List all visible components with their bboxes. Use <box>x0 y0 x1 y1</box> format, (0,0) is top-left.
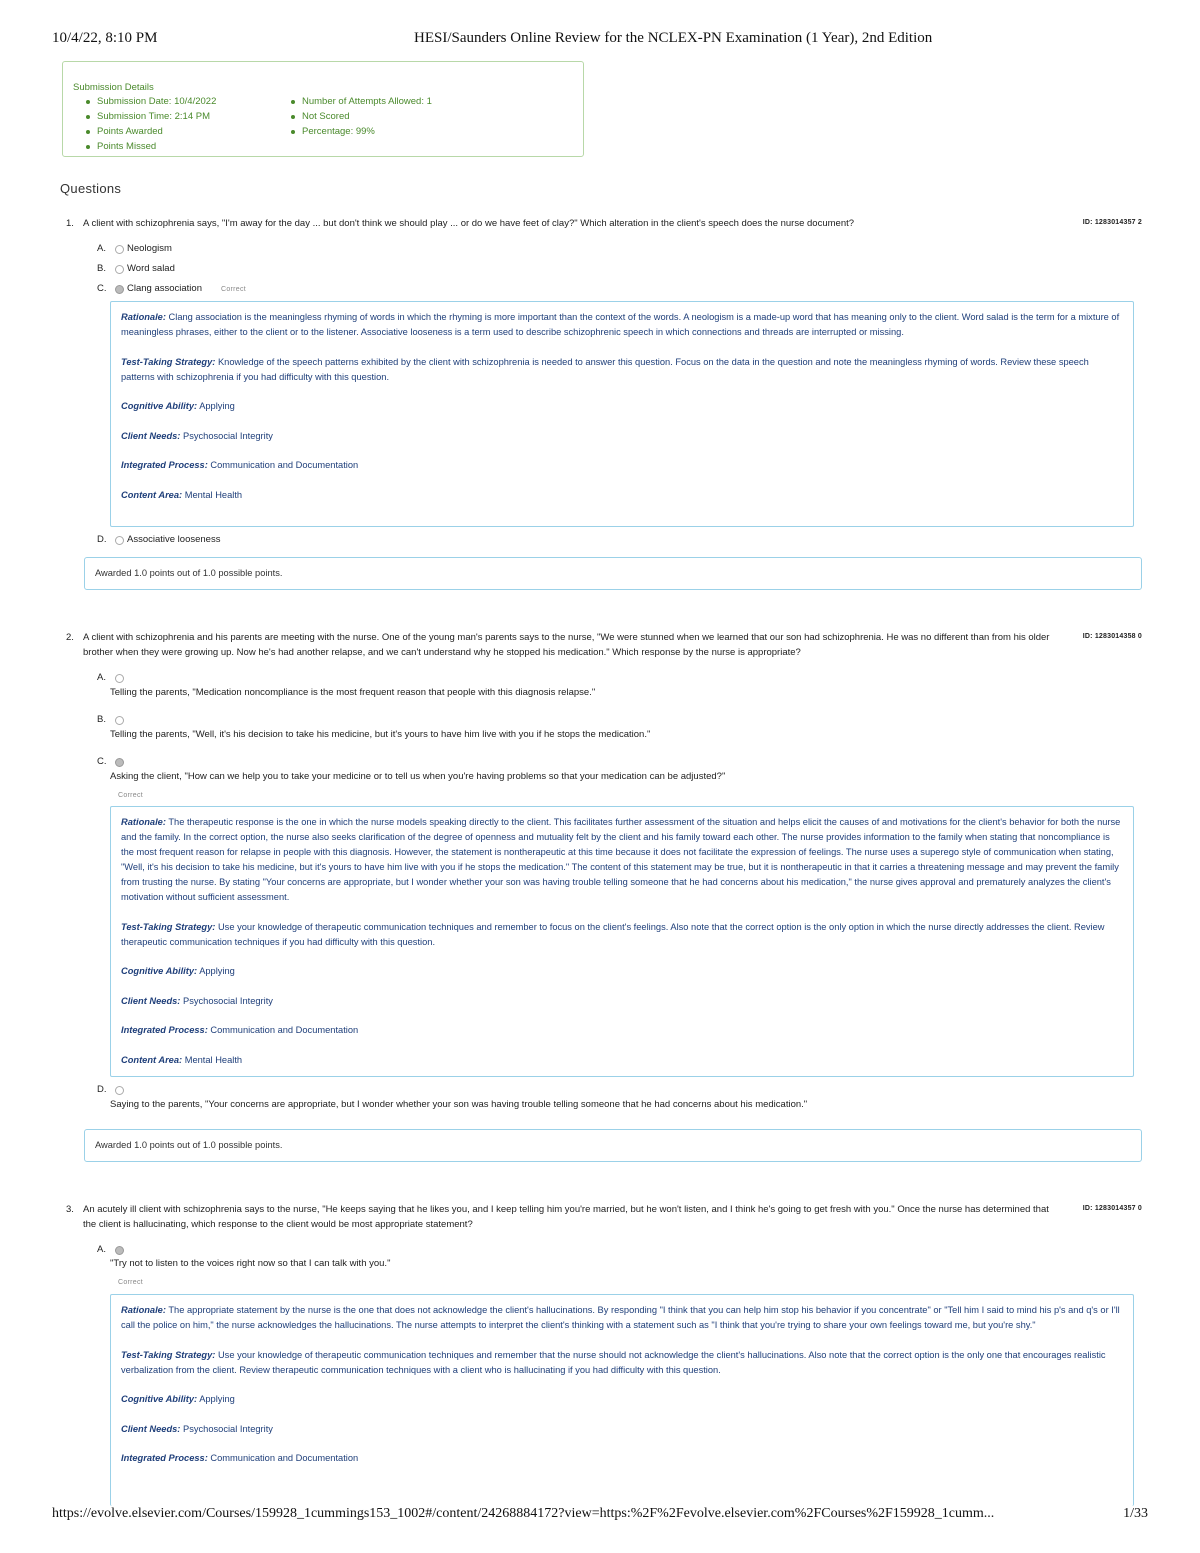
option-radio-selected[interactable] <box>115 285 124 294</box>
client-needs-label: Client Needs: <box>121 1423 181 1434</box>
option-radio[interactable] <box>115 1086 124 1095</box>
option-letter: C. <box>97 756 107 767</box>
option-text: Telling the parents, "Medication noncompliance is the most frequent reason that people with this diagnosis relapse." <box>110 687 596 698</box>
strategy-label: Test-Taking Strategy: <box>121 356 216 367</box>
option-radio[interactable] <box>115 265 124 274</box>
correct-label: Correct <box>221 286 247 293</box>
option-text: Clang association <box>127 283 202 294</box>
option-radio-selected[interactable] <box>115 1246 124 1255</box>
content-area-label: Content Area: <box>121 489 183 500</box>
option-letter: D. <box>97 534 107 545</box>
client-needs-label: Client Needs: <box>121 995 181 1006</box>
option-radio[interactable] <box>115 716 124 725</box>
question-number: 2. <box>66 632 74 643</box>
strategy-label: Test-Taking Strategy: <box>121 1349 216 1360</box>
process-label: Integrated Process: <box>121 1453 208 1463</box>
points-awarded-box: Awarded 1.0 points out of 1.0 possible points. <box>84 557 1142 590</box>
cognitive-value: Applying <box>199 401 235 411</box>
option-letter: B. <box>97 263 106 274</box>
print-header <box>52 30 1148 50</box>
option-text: "Try not to listen to the voices right now so that I can talk with you." <box>110 1258 391 1269</box>
rationale-text: The appropriate statement by the nurse is the one that does not acknowledge the client's hallucinations. By responding "I think that you can help him stop his behavior if you concentrate" or "Tell him I said to mind his p's and q's or I'll call the police on him," the nurse acknowledges the hallucinations. The nurse attempts to interpret the client's thinking with a statement such as "I think that you're trying to share your own feelings toward me, but you're shy." <box>121 1305 1120 1330</box>
page-number: 1/33 <box>1123 1506 1148 1521</box>
strategy-label: Test-Taking Strategy: <box>121 921 216 932</box>
option-letter: B. <box>97 714 106 725</box>
question-id: ID: 1283014358 0 <box>1082 633 1142 640</box>
submission-date: Submission Date: 10/4/2022 <box>83 94 216 109</box>
option-radio[interactable] <box>115 245 124 254</box>
content-area-label: Content Area: <box>121 1054 183 1065</box>
option-text: Neologism <box>127 243 172 254</box>
rationale-label: Rationale: <box>121 1305 166 1315</box>
print-title: HESI/Saunders Online Review for the NCLEX-PN Examination (1 Year), 2nd Edition <box>414 30 933 46</box>
option-letter: C. <box>97 283 107 294</box>
client-needs-label: Client Needs: <box>121 430 181 441</box>
content-area-value: Mental Health <box>184 489 243 500</box>
rationale-text: Clang association is the meaningless rhyming of words in which the rhyming is more important than the context of the words. A neologism is a made-up word that has meaning only to the client. Word salad is the term for a mixture of meaningless phrases, either to the client or to the listener. Associative looseness is a term used to describe schizophrenic speech in which connections and threads are interrupted or missing. <box>121 312 1120 337</box>
submission-right-list <box>288 94 432 139</box>
cognitive-value: Applying <box>199 1394 235 1404</box>
rationale-label: Rationale: <box>121 312 166 322</box>
question-id: ID: 1283014357 2 <box>1082 219 1142 226</box>
question-text: A client with schizophrenia says, "I'm away for the day ... but don't think we should play ... or do we have feet of clay?" Which alteration in the client's speech does the nurse document? <box>83 218 855 229</box>
option-radio[interactable] <box>115 674 124 683</box>
print-date: 10/4/22, 8:10 PM <box>52 30 158 46</box>
option-radio-selected[interactable] <box>115 758 124 767</box>
strategy-text: Knowledge of the speech patterns exhibited by the client with schizophrenia is needed to answer this question. Focus on the data in the question and note the meaningless rhyming of words. Review these speech patterns with schizophrenia if you had difficulty with this question. <box>121 356 1089 382</box>
option-letter: A. <box>97 672 106 683</box>
question-text: A client with schizophrenia and his parents are meeting with the nurse. One of the young man's parents says to the nurse, "We were stunned when we learned that our son had schizophrenia. He was no different than from his older brother when they were growing up. Now he's had another relapse, and we can't understand why he stopped his medication." Which response by the nurse is appropriate? <box>83 632 1050 658</box>
cognitive-value: Applying <box>199 966 235 976</box>
client-needs-value: Psychosocial Integrity <box>183 1423 273 1434</box>
cognitive-label: Cognitive Ability: <box>121 401 198 411</box>
submission-title: Submission Details <box>73 82 154 93</box>
rationale-text: The therapeutic response is the one in which the nurse models speaking directly to the client. This facilitates further assessment of the situation and helps elicit the causes of and motivations for the client's behavior for both the nurse and the family. In the correct option, the nurse also seeks clarification of the degree of openness and mutuality felt by the client and his family toward each other. The nurse provides information to the family when stating that noncompliance is the most frequent reason for relapse in people with this diagnosis. However, the statement is nontherapeutic at this time because it does not facilitate the expression of feelings. The nurse uses a superego style of communication when stating, "Well, it's his decision to take his medicine, but it's yours to have him live with you if he stops the medication." The content of this statement may be true, but it is nontherapeutic in that it carries a threatening message and may prevent the family from trusting the nurse. By stating "Your concerns are appropriate, but I wonder whether your son was having trouble telling someone that he had concerns about his medication," the nurse gives approval and prematurely analyzes the client's motivation without sufficient assessment. <box>121 817 1121 902</box>
attempts-allowed: Number of Attempts Allowed: 1 <box>288 94 432 109</box>
option-radio[interactable] <box>115 536 124 545</box>
option-text: Word salad <box>127 263 175 274</box>
process-label: Integrated Process: <box>121 1025 208 1035</box>
question-number: 1. <box>66 218 74 229</box>
percentage: Percentage: 99% <box>288 124 432 139</box>
print-url: https://evolve.elsevier.com/Courses/159928_1cummings153_1002#/content/24268884172?view=https:%2F%2Fevolve.elsevier.com%2FCourses%2F159928_1cumm... <box>52 1506 995 1521</box>
option-text: Saying to the parents, "Your concerns are appropriate, but I wonder whether your son was having trouble telling someone that he had concerns about his medication." <box>110 1099 808 1110</box>
submission-time: Submission Time: 2:14 PM <box>83 109 216 124</box>
points-missed: Points Missed <box>83 139 216 154</box>
not-scored: Not Scored <box>288 109 432 124</box>
strategy-text: Use your knowledge of therapeutic communication techniques and remember to focus on the client's feelings. Also note that the correct option is the only option in which the nurse directly addresses the client. Review therapeutic communication techniques if you had difficulty with this question. <box>121 921 1105 947</box>
content-area-value: Mental Health <box>184 1054 243 1065</box>
process-value: Communication and Documentation <box>210 460 359 470</box>
rationale-box <box>110 806 1134 1077</box>
strategy-text: Use your knowledge of therapeutic communication techniques and remember that the nurse should not acknowledge the client's hallucinations. Also note that the correct option is the only one that encourages realistic verbalization from the client. Review therapeutic communication techniques with a client who is hallucinating if you had difficulty with this question. <box>121 1349 1106 1375</box>
option-letter: D. <box>97 1084 107 1095</box>
question-number: 3. <box>66 1204 74 1215</box>
question-text: An acutely ill client with schizophrenia says to the nurse, "He keeps saying that he likes you, and I keep telling him you're married, but he won't listen, and I think he's going to get fresh with you." Once the nurse has determined that the client is hallucinating, which response to the client would be most appropriate statement? <box>83 1204 1049 1230</box>
option-letter: A. <box>97 1244 106 1255</box>
cognitive-label: Cognitive Ability: <box>121 1394 198 1404</box>
rationale-box <box>110 301 1134 527</box>
process-label: Integrated Process: <box>121 460 208 470</box>
submission-details <box>62 61 584 157</box>
correct-label: Correct <box>118 1279 144 1286</box>
submission-left-list <box>83 94 216 154</box>
questions-heading: Questions <box>60 181 122 196</box>
rationale-box <box>110 1294 1134 1506</box>
option-letter: A. <box>97 243 106 254</box>
option-text: Associative looseness <box>127 534 221 545</box>
question-id: ID: 1283014357 0 <box>1082 1205 1142 1212</box>
process-value: Communication and Documentation <box>210 1453 359 1463</box>
correct-label: Correct <box>118 792 144 799</box>
process-value: Communication and Documentation <box>210 1025 359 1035</box>
rationale-label: Rationale: <box>121 817 166 827</box>
option-text: Asking the client, "How can we help you to take your medicine or to tell us when you're having problems so that your medication can be adjusted?" <box>110 771 726 782</box>
points-awarded: Points Awarded <box>83 124 216 139</box>
cognitive-label: Cognitive Ability: <box>121 966 198 976</box>
client-needs-value: Psychosocial Integrity <box>183 430 273 441</box>
client-needs-value: Psychosocial Integrity <box>183 995 273 1006</box>
print-footer <box>52 1506 1148 1526</box>
option-text: Telling the parents, "Well, it's his decision to take his medicine, but it's yours to have him live with you if he stops the medication." <box>110 729 651 740</box>
points-awarded-box: Awarded 1.0 points out of 1.0 possible points. <box>84 1129 1142 1162</box>
